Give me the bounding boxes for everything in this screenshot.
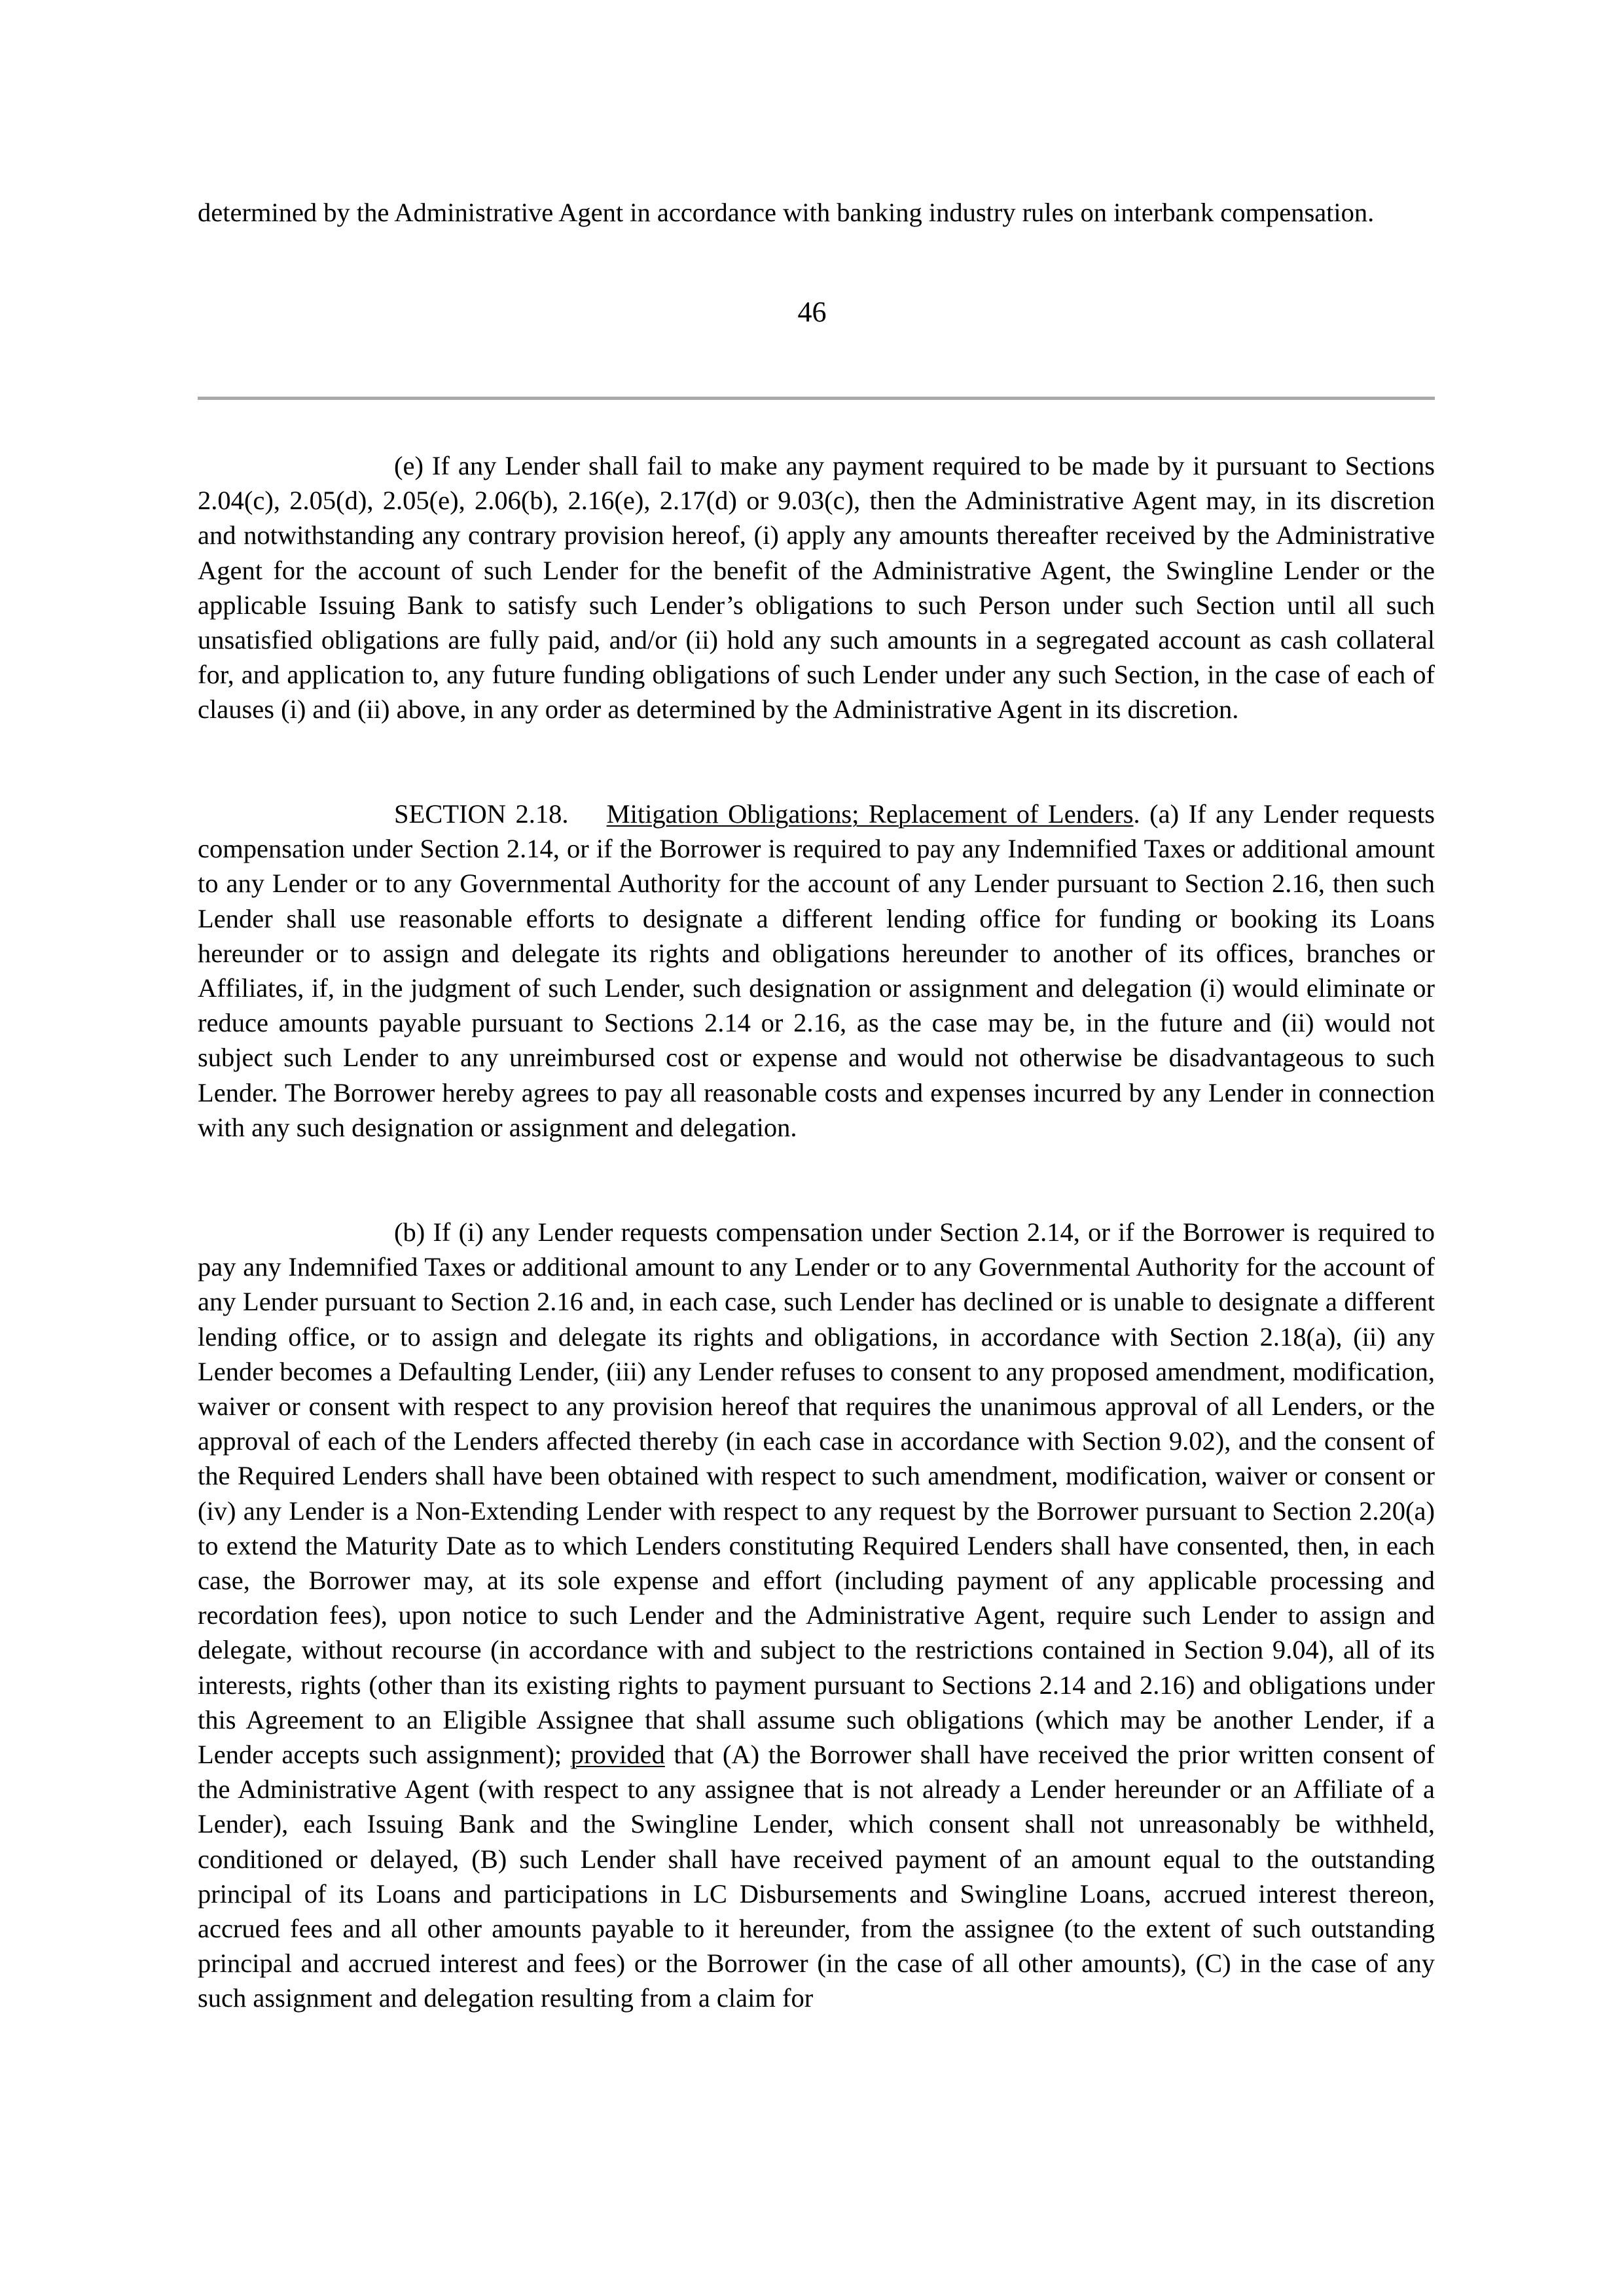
- section-2-18-paragraph: [198, 797, 1435, 1145]
- section-heading: Mitigation Obligations; Replacement of Lenders: [606, 799, 1134, 829]
- page-number: 46: [797, 296, 827, 328]
- section-2-18-text: . (a) If any Lender requests compensation under Section 2.14, or if the Borrower is required to pay any Indemnified Taxes or additional amount to any Lender or to any Governmental Authority for the account of any Lender pursuant to Section 2.16, then such Lender shall use reasonable efforts to designate a different lending office for funding or booking its Loans hereunder or to assign and delegate its rights and obligations hereunder to another of its offices, branches or Affiliates, if, in the judgment of such Lender, such designation or assignment and delegation (i) would eliminate or reduce amounts payable pursuant to Sections 2.14 or 2.16, as the case may be, in the future and (ii) would not subject such Lender to any unreimbursed cost or expense and would not otherwise be disadvantageous to such Lender. The Borrower hereby agrees to pay all reasonable costs and expenses incurred by any Lender in connection with any such designation or assignment and delegation.: [198, 799, 1435, 1142]
- provided-term: provided: [570, 1740, 665, 1770]
- paragraph-b-text-after: that (A) the Borrower shall have received the prior written consent of the Administrative Agent (with respect to any assignee that is not already a Lender hereunder or an Affiliate of a Lender), each Issuing Bank and the Swingline Lender, which consent shall not unreasonably be withheld, conditioned or delayed, (B) such Lender shall have received payment of an amount equal to the outstanding principal of its Loans and participations in LC Disbursements and Swingline Loans, accrued interest thereon, accrued fees and all other amounts payable to it hereunder, from the assignee (to the extent of such outstanding principal and accrued interest and fees) or the Borrower (in the case of all other amounts), (C) in the case of any such assignment and delegation resulting from a claim for: [198, 1740, 1435, 2013]
- paragraph-b: [198, 1215, 1435, 2016]
- section-number: SECTION 2.18.: [394, 799, 569, 829]
- page-divider: [198, 397, 1435, 400]
- carryover-paragraph: determined by the Administrative Agent in accordance with banking industry rules on interbank compensation.: [198, 198, 1375, 227]
- paragraph-b-text-before: (b) If (i) any Lender requests compensation under Section 2.14, or if the Borrower is required to pay any Indemnified Taxes or additional amount to any Lender or to any Governmental Authority for the account of any Lender pursuant to Section 2.16 and, in each case, such Lender has declined or is unable to designate a different lending office, or to assign and delegate its rights and obligations, in accordance with Section 2.18(a), (ii) any Lender becomes a Defaulting Lender, (iii) any Lender refuses to consent to any proposed amendment, modification, waiver or consent with respect to any provision hereof that requires the unanimous approval of all Lenders, or the approval of each of the Lenders affected thereby (in each case in accordance with Section 9.02), and the consent of the Required Lenders shall have been obtained with respect to such amendment, modification, waiver or consent or (iv) any Lender is a Non-Extending Lender with respect to any request by the Borrower pursuant to Section 2.20(a) to extend the Maturity Date as to which Lenders constituting Required Lenders shall have consented, then, in each case, the Borrower may, at its sole expense and effort (including payment of any applicable processing and recordation fees), upon notice to such Lender and the Administrative Agent, require such Lender to assign and delegate, without recourse (in accordance with and subject to the restrictions contained in Section 9.04), all of its interests, rights (other than its existing rights to payment pursuant to Sections 2.14 and 2.16) and obligations under this Agreement to an Eligible Assignee that shall assume such obligations (which may be another Lender, if a Lender accepts such assignment);: [198, 1217, 1435, 1770]
- paragraph-e: (e) If any Lender shall fail to make any payment required to be made by it pursuant to Sections 2.04(c), 2.05(d), 2.05(e), 2.06(b), 2.16(e), 2.17(d) or 9.03(c), then the Administrative Agent may, in its discretion and notwithstanding any contrary provision hereof, (i) apply any amounts thereafter received by the Administrative Agent for the account of such Lender for the benefit of the Administrative Agent, the Swingline Lender or the applicable Issuing Bank to satisfy such Lender’s obligations to such Person under such Section until all such unsatisfied obligations are fully paid, and/or (ii) hold any such amounts in a segregated account as cash collateral for, and application to, any future funding obligations of such Lender under any such Section, in the case of each of clauses (i) and (ii) above, in any order as determined by the Administrative Agent in its discretion.: [198, 451, 1435, 725]
